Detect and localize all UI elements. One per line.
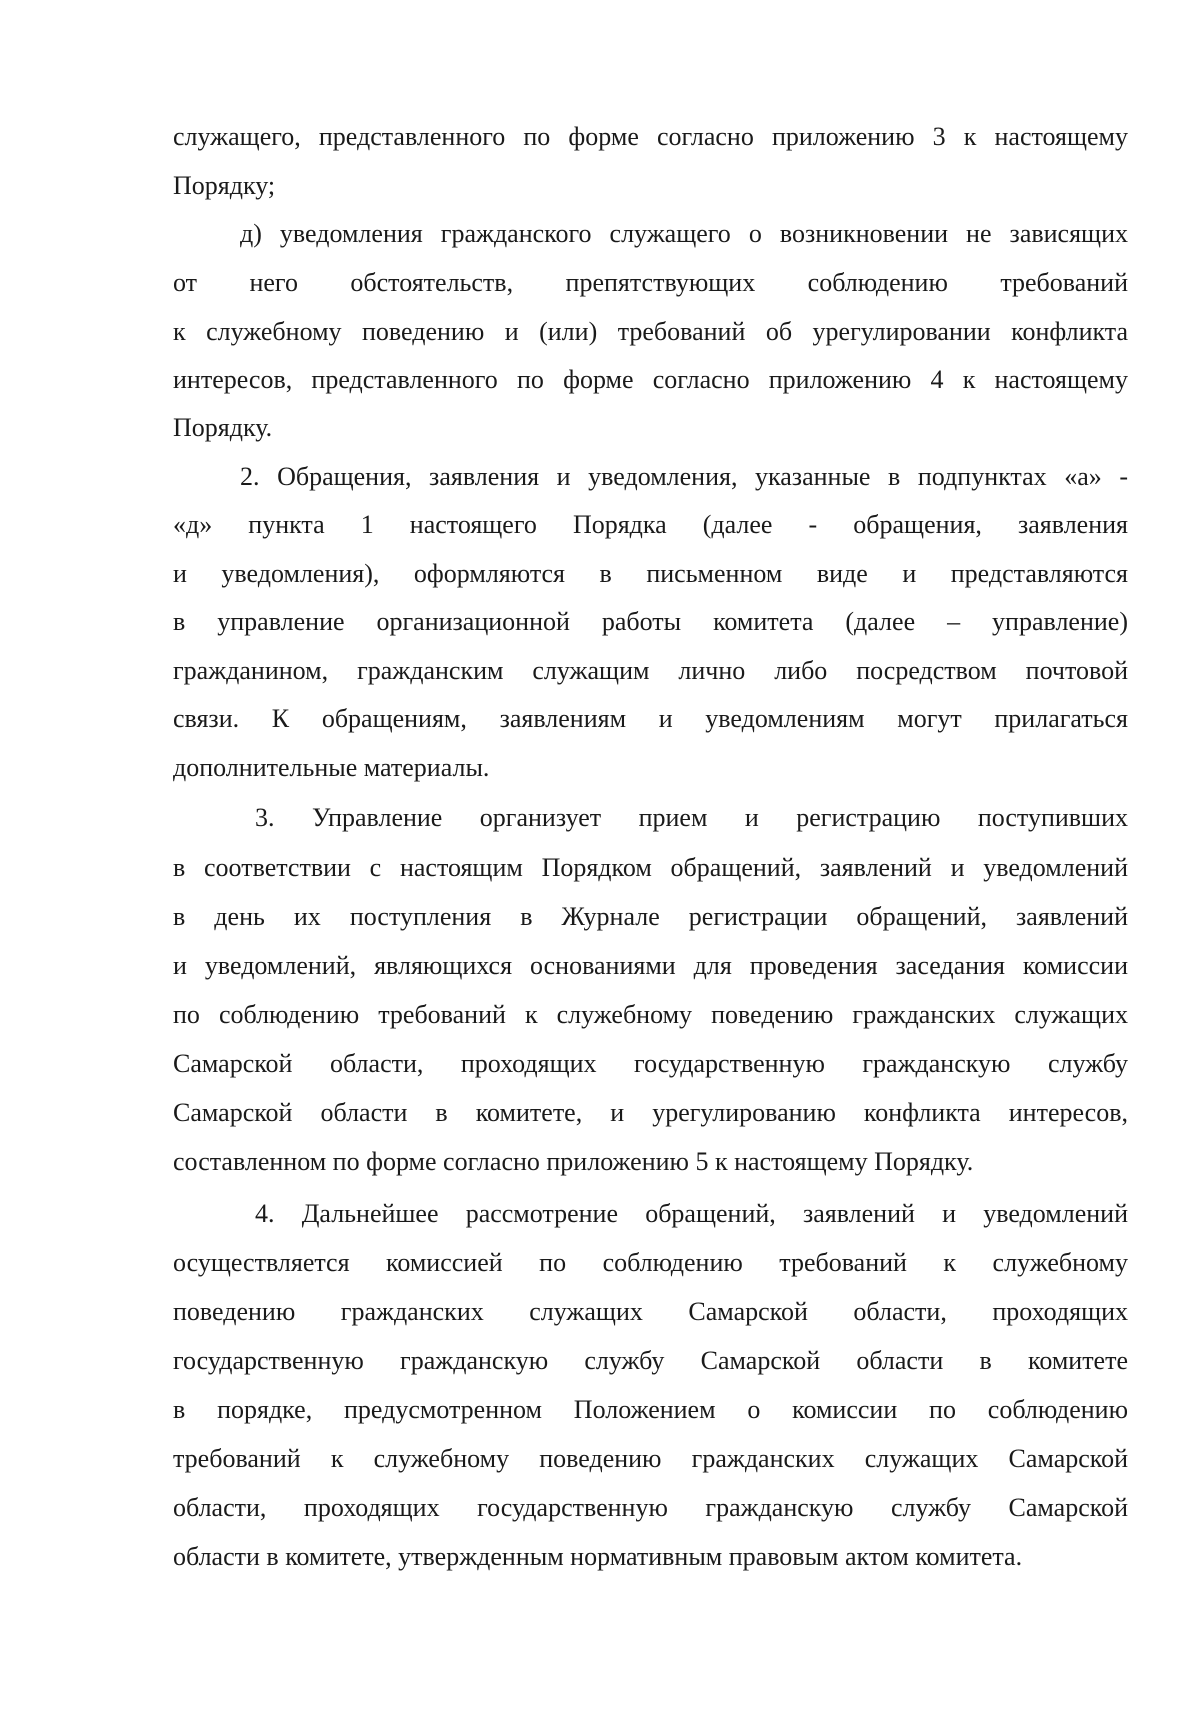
text-line: осуществляется комиссией по соблюдению требований к служебному [173, 1248, 1128, 1277]
paragraph-start-line: 4. Дальнейшее рассмотрение обращений, заявлений и уведомлений [255, 1199, 1128, 1228]
paragraph-start-line: 2. Обращения, заявления и уведомления, указанные в подпунктах «а» - [240, 462, 1128, 491]
text-line: Порядку. [173, 413, 273, 442]
text-line: требований к служебному поведению гражданских служащих Самарской [173, 1444, 1128, 1473]
text-line: «д» пункта 1 настоящего Порядка (далее - обращения, заявления [173, 510, 1128, 539]
text-line: области в комитете, утвержденным нормативным правовым актом комитета. [173, 1542, 1023, 1571]
text-line: в день их поступления в Журнале регистрации обращений, заявлений [173, 902, 1128, 931]
text-line: в управление организационной работы комитета (далее – управление) [173, 607, 1128, 636]
text-line: дополнительные материалы. [173, 753, 490, 782]
text-line: Самарской области, проходящих государственную гражданскую службу [173, 1049, 1128, 1078]
paragraph-start-line: 3. Управление организует прием и регистрацию поступивших [255, 803, 1128, 832]
paragraph-start-line: д) уведомления гражданского служащего о возникновении не зависящих [240, 219, 1128, 248]
text-line: государственную гражданскую службу Самарской области в комитете [173, 1346, 1128, 1375]
text-line: в порядке, предусмотренном Положением о комиссии по соблюдению [173, 1395, 1128, 1424]
text-line: Порядку; [173, 171, 276, 200]
text-line: составленном по форме согласно приложению 5 к настоящему Порядку. [173, 1147, 974, 1176]
text-line: интересов, представленного по форме согласно приложению 4 к настоящему [173, 365, 1128, 394]
text-line: служащего, представленного по форме согласно приложению 3 к настоящему [173, 122, 1128, 151]
text-line: от него обстоятельств, препятствующих соблюдению требований [173, 268, 1128, 297]
text-line: и уведомления), оформляются в письменном виде и представляются [173, 559, 1128, 588]
text-line: и уведомлений, являющихся основаниями для проведения заседания комиссии [173, 951, 1128, 980]
text-line: в соответствии с настоящим Порядком обращений, заявлений и уведомлений [173, 853, 1128, 882]
text-line: связи. К обращениям, заявлениям и уведомлениям могут прилагаться [173, 704, 1128, 733]
text-line: гражданином, гражданским служащим лично либо посредством почтовой [173, 656, 1128, 685]
text-line: по соблюдению требований к служебному поведению гражданских служащих [173, 1000, 1128, 1029]
text-line: поведению гражданских служащих Самарской области, проходящих [173, 1297, 1128, 1326]
text-line: к служебному поведению и (или) требований об урегулировании конфликта [173, 317, 1128, 346]
text-line: Самарской области в комитете, и урегулированию конфликта интересов, [173, 1098, 1128, 1127]
text-line: области, проходящих государственную гражданскую службу Самарской [173, 1493, 1128, 1522]
